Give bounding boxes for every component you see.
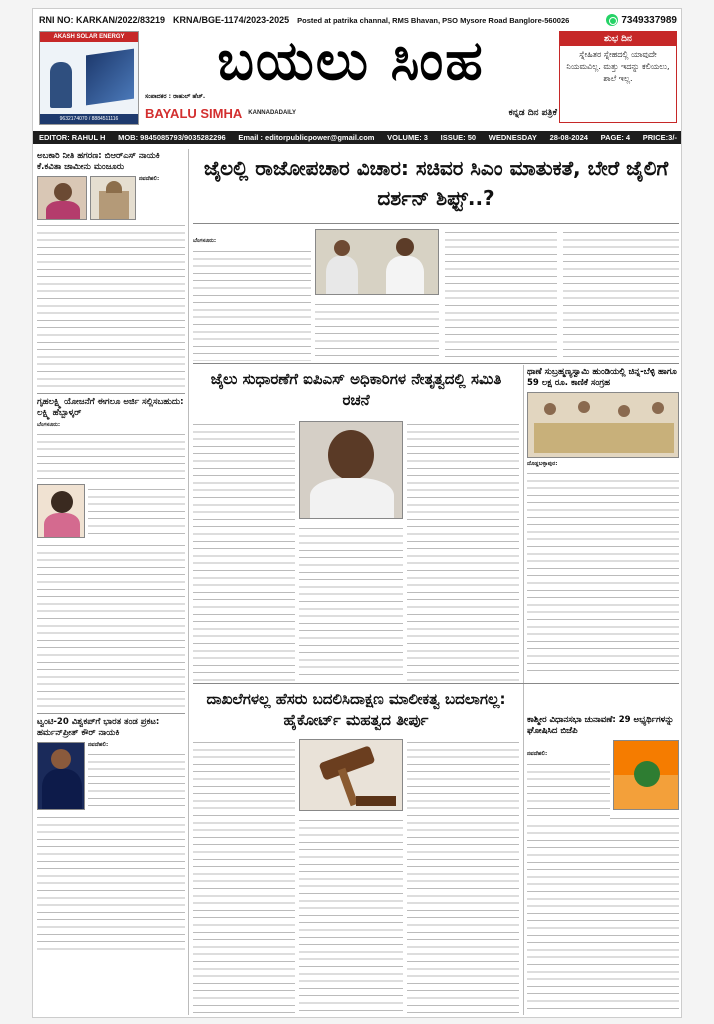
right-byline-2: ನವದೆಹಲಿ:	[527, 751, 548, 757]
issue-info-bar	[33, 131, 682, 144]
lakshmi-hebbalkar-photo	[37, 484, 85, 538]
title-english: BAYALU SIMHA	[145, 105, 243, 121]
supreme-court-photo	[90, 176, 136, 220]
left-byline-3: ನವದೆಹಲಿ:	[88, 742, 109, 748]
rni-number: RNI NO: KARKAN/2022/83219	[39, 15, 166, 25]
thought-text: ಸ್ನೇಹಿತರ ಸ್ನೇಹದಲ್ಲಿ ಯಾವುದೇ ನಿಯಮವಿಲ್ಲ. ಮತ್ತು ಇದನ್ನು ಕಲಿಯಲು, ಶಾಲೆ ಇಲ್ಲ.	[566, 50, 670, 83]
price: PRICE:3/-	[642, 133, 677, 142]
left-story-3-body	[37, 812, 185, 952]
temple-hundi-story	[527, 367, 679, 677]
email-address: Email : editorpublicpower@gmail.com	[238, 133, 375, 142]
main-headline: ಜೈಲಲ್ಲಿ ರಾಜೋಪಚಾರ ವಿಚಾರ: ಸಚಿವರ ಸಿಎಂ ಮಾತುಕತೆ, ಬೇರೆ ಜೈಲಿಗೆ ದರ್ಶನ್ ಶಿಫ್ಟ್..?	[203, 156, 669, 210]
solar-ad	[39, 31, 139, 125]
left-column	[37, 149, 189, 1015]
left-story-1-body	[37, 220, 185, 390]
phone-contact	[606, 14, 677, 26]
brand-line	[145, 106, 557, 120]
right-headline-1: ಥಾಣೆ ಸುಬ್ರಹ್ಮಣ್ಯಸ್ವಾಮಿ ಹುಂಡಿಯಲ್ಲಿ ಚಿನ್ನ-ಬೆಳ್ಳಿ ಹಾಗೂ 59 ಲಕ್ಷ ರೂ. ಕಾಣಿಕೆ ಸಂಗ್ರಹ	[527, 367, 677, 388]
lead-byline: ಬೆಂಗಳೂರು:	[193, 238, 217, 244]
kashmir-election-story	[527, 715, 679, 1015]
registration-strip	[33, 9, 682, 31]
kannada-tagline: ಕನ್ನಡ ದಿನ ಪತ್ರಿಕೆ	[508, 108, 557, 118]
krna-number: KRNA/BGE-1174/2023-2025	[173, 15, 290, 25]
posted-address: Posted at patrika channal, RMS Bhavan, PSO Mysore Road Banglore-560026	[297, 15, 570, 25]
bjp-flag-photo	[613, 740, 679, 810]
mobile-numbers: MOB: 9845085793/9035282296	[118, 133, 226, 142]
story2-headline: ಜೈಲು ಸುಧಾರಣೆಗೆ ಐಪಿಎಸ್ ಅಧಿಕಾರಿಗಳ ನೇತೃತ್ವದಲ್ಲಿ ಸಮಿತಿ ರಚನೆ	[210, 370, 502, 409]
right-headline-2: ಕಾಶ್ಮೀರ ವಿಧಾನಸಭಾ ಚುನಾವಣೆ: 29 ಅಭ್ಯರ್ಥಿಗಳನ್ನು ಘೋಷಿಸಿದ ಬಿಜೆಪಿ	[527, 715, 674, 736]
thought-of-day-box	[559, 31, 677, 123]
phone-number: 7349337989	[621, 14, 677, 26]
story3-headline: ದಾಖಲೆಗಳಲ್ಲ ಹೆಸರು ಬದಲಿಸಿದಾಕ್ಷಣ ಮಾಲೀಕತ್ವ ಬದಲಾಗಲ್ಲ: ಹೈಕೋರ್ಟ್ ಮಹತ್ವದ ತೀರ್ಪು	[206, 690, 506, 729]
gavel-photo	[299, 739, 403, 811]
kavitha-photo	[37, 176, 87, 220]
cricketer-photo	[37, 742, 85, 810]
left-headline-1: ಅಬಕಾರಿ ನೀತಿ ಹಗರಣ: ಬಿಆರ್‌ಎಸ್ ನಾಯಕಿ ಕೆ.ಕವಿತಾ ಜಾಮೀನು ಮಂಜೂರು	[37, 151, 160, 172]
whatsapp-icon	[606, 14, 618, 26]
page-number: PAGE: 4	[600, 133, 631, 142]
ministers-meeting-photo	[315, 229, 439, 295]
lead-story	[193, 227, 679, 361]
issue-number: ISSUE: 50	[440, 133, 477, 142]
jail-reform-story	[193, 365, 519, 681]
weekday: WEDNESDAY	[488, 133, 537, 142]
right-byline-1: ದೊಡ್ಡಬಳ್ಳಾಪುರ:	[527, 461, 558, 467]
issue-date: 28-08-2024	[549, 133, 588, 142]
editor-line	[145, 93, 557, 105]
thought-title: ಶುಭ ದಿನ	[560, 32, 676, 46]
editor-name-kannada: ಸಂಪಾದಕರ : ರಾಹುಲ್ ಹೆಚ್.	[145, 93, 206, 100]
hundi-counting-photo	[527, 392, 679, 458]
left-byline-2: ಬೆಂಗಳೂರು:	[37, 422, 61, 428]
volume: VOLUME: 3	[387, 133, 428, 142]
parameshwara-photo	[299, 421, 403, 519]
ad-phone: 9632174070 / 8884511116	[40, 114, 138, 124]
left-byline-1: ನವದೆಹಲಿ:	[139, 176, 160, 182]
left-headline-3: ಟ್ವಂಟಿ-20 ವಿಶ್ವಕಪ್‌ಗೆ ಭಾರತ ತಂಡ ಪ್ರಕಟ: ಹರ್ಮನ್‌ಪ್ರೀತ್ ಕೌರ್ ನಾಯಕಿ	[37, 717, 160, 738]
ad-company-name: AKASH SOLAR ENERGY	[40, 32, 138, 42]
editor-label: EDITOR: RAHUL H	[39, 133, 106, 142]
newspaper-page	[32, 8, 682, 1018]
solar-panel-icon	[86, 49, 134, 106]
left-headline-2: ಗೃಹಲಕ್ಷ್ಮಿ ಯೋಜನೆಗೆ ಈಗಲೂ ಅರ್ಜಿ ಸಲ್ಲಿಸಬಹುದು: ಲಕ್ಷ್ಮಿ ಹೆಬ್ಬಾಳ್ಕರ್	[37, 397, 184, 418]
ad-person-figure	[50, 62, 72, 108]
kannada-daily-label: KANNADADAILY	[248, 110, 297, 116]
left-story-2-body	[37, 540, 185, 710]
high-court-story	[193, 687, 519, 1015]
newspaper-title: ಬಯಲು ಸಿಂಹ	[217, 29, 485, 92]
